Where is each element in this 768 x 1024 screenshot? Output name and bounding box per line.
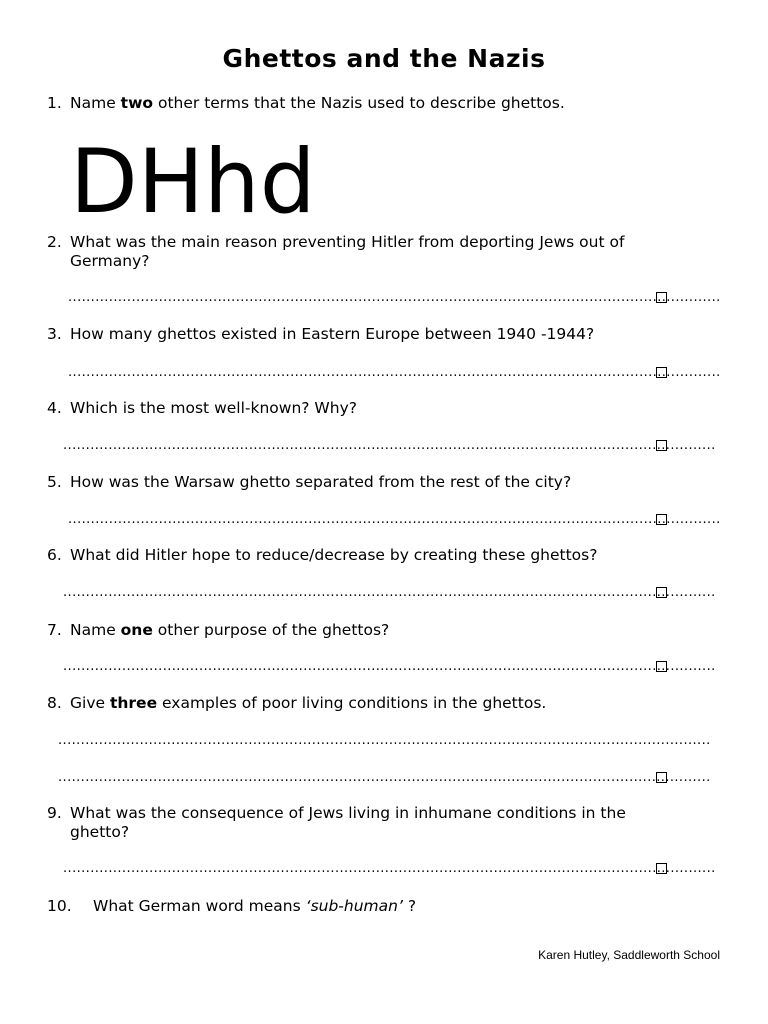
question-text: How was the Warsaw ghetto separated from the rest of the city? — [70, 473, 572, 491]
checkbox-icon[interactable] — [656, 514, 667, 525]
checkbox-icon[interactable] — [656, 661, 667, 672]
question-text: Which is the most well-known? Why? — [70, 399, 357, 417]
question-number: 2. — [47, 233, 62, 251]
question-text: What was the main reason preventing Hitler from deporting Jews out of Germany? — [70, 233, 625, 270]
page-title: Ghettos and the Nazis — [222, 44, 546, 73]
answer-line[interactable]: ................................................................................................................................................ — [63, 659, 716, 674]
question-number: 1. — [47, 94, 62, 112]
answer-line[interactable]: ................................................................................................................................................ — [68, 512, 721, 527]
answer-line[interactable]: ................................................................................................................................................ — [63, 861, 716, 876]
author-credit: Karen Hutley, Saddleworth School — [538, 948, 720, 962]
question-number: 4. — [47, 399, 62, 417]
question-text: What German word means ‘sub-human’ ? — [93, 897, 417, 915]
answer-line[interactable]: ................................................................................................................................................ — [68, 365, 721, 380]
handwritten-answer: DHhd — [70, 130, 316, 233]
question-text: How many ghettos existed in Eastern Europe between 1940 -1944? — [70, 325, 595, 343]
question-text: What was the consequence of Jews living in inhumane conditions in the ghetto? — [70, 804, 626, 841]
question-text: What did Hitler hope to reduce/decrease by creating these ghettos? — [70, 546, 598, 564]
answer-line[interactable]: ................................................................................................................................................ — [58, 770, 711, 785]
question-number: 6. — [47, 546, 62, 564]
answer-line[interactable]: ................................................................................................................................................ — [63, 585, 716, 600]
checkbox-icon[interactable] — [656, 587, 667, 598]
question-text: Give three examples of poor living conditions in the ghettos. — [70, 694, 547, 712]
answer-line[interactable]: ................................................................................................................................................ — [68, 290, 721, 305]
question-number: 7. — [47, 621, 62, 639]
question-number: 8. — [47, 694, 62, 712]
question-number: 3. — [47, 325, 62, 343]
checkbox-icon[interactable] — [656, 292, 667, 303]
answer-line[interactable]: ................................................................................................................................................ — [58, 733, 711, 748]
checkbox-icon[interactable] — [656, 367, 667, 378]
question-number: 9. — [47, 804, 62, 822]
checkbox-icon[interactable] — [656, 863, 667, 874]
checkbox-icon[interactable] — [656, 440, 667, 451]
answer-line[interactable]: ................................................................................................................................................ — [63, 438, 716, 453]
question-number: 5. — [47, 473, 62, 491]
question-number: 10. — [47, 897, 72, 915]
question-text: Name one other purpose of the ghettos? — [70, 621, 390, 639]
question-text: Name two other terms that the Nazis used to describe ghettos. — [70, 94, 565, 112]
checkbox-icon[interactable] — [656, 772, 667, 783]
